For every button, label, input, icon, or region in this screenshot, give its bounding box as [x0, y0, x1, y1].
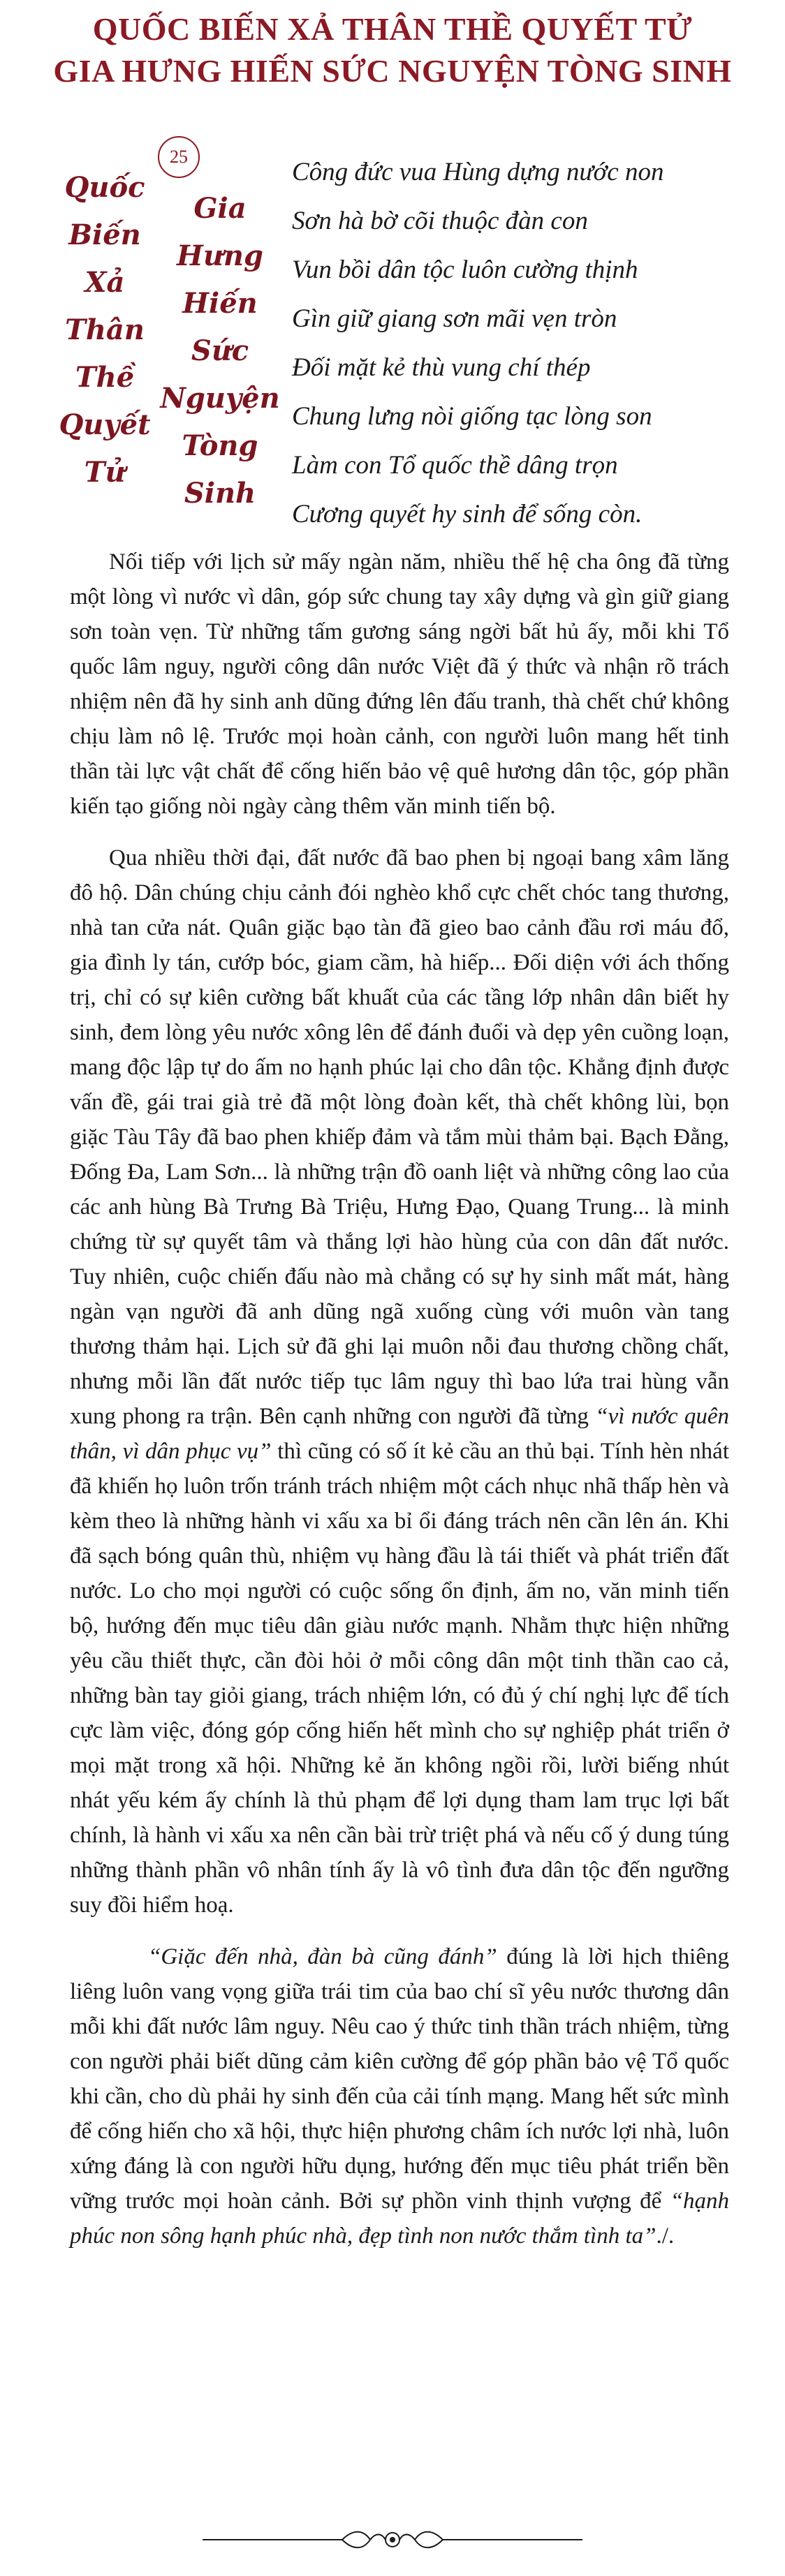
- poem-number-badge: 25: [158, 136, 200, 178]
- calligraphy-left-column: [49, 164, 161, 496]
- calligraphy-word: Sinh: [184, 477, 256, 510]
- poem-line: Cương quyết hy sinh để sống còn.: [292, 500, 643, 528]
- title-line-1: QUỐC BIẾN XẢ THÂN THỀ QUYẾT TỬ: [92, 11, 693, 47]
- article-title: [0, 8, 785, 92]
- calligraphy-word: Hiến: [182, 287, 258, 320]
- poem-line: Chung lưng nòi giống tạc lòng son: [292, 402, 652, 431]
- calligraphy-word: Xả: [85, 266, 125, 299]
- calligraphy-word: Gia: [193, 192, 247, 225]
- paragraph-2-text-b: thì cũng có số ít kẻ cầu an thủ bại. Tính hèn nhát đã khiến họ luôn trốn tránh trách nhiệm một cách nhục nhã thấp hèn và kèm theo là những hành vi xấu xa bỉ ổi đáng trách nên cần lên án. Khi đã sạch bóng quân thù, nhiệm vụ hàng đầu là tái thiết và phát triển đất nước. Lo cho mọi người có cuộc sống ổn định, ấm no, văn minh tiến bộ, hướng đến mục tiêu dân giàu nước mạnh. Nhằm thực hiện những yêu cầu thiết thực, cần đòi hỏi ở mỗi công dân một tinh thần cao cả, những bàn tay giỏi giang, trách nhiệm lớn, có đủ ý chí nghị lực để tích cực làm việc, đóng góp cống hiến hết mình cho sự nghiệp phát triển ở mọi mặt trong xã hội. Những kẻ ăn không ngồi rồi, lười biếng nhút nhát yếu kém ấy chính là thủ phạm để lợi dụng tham lam trục lợi bất chính, là hành vi xấu xa nên cần bài trừ triệt phá và nếu cố ý dung túng những thành phần vô nhân tính ấy là vô tình đưa dân tộc đến ngưỡng suy đồi hiểm hoạ.: [70, 1439, 729, 1918]
- poem-line: Công đức vua Hùng dựng nước non: [292, 158, 664, 186]
- paragraph-3-quote: “Giặc đến nhà, đàn bà cũng đánh”: [148, 1944, 497, 1969]
- poem-line: Làm con Tổ quốc thề dâng trọn: [292, 451, 618, 480]
- calligraphy-word: Thề: [75, 361, 135, 394]
- paragraph-3-text-a: đúng là lời hịch thiêng liêng luôn vang vọng giữa trái tim của bao chí sĩ yêu nước thương dân mỗi khi đất nước lâm nguy. Nêu cao ý thức tinh thần trách nhiệm, từng con người phải biết dũng cảm kiên cường để góp phần bảo vệ Tổ quốc khi cần, cho dù phải hy sinh đến của cải tính mạng. Mang hết sức mình để cống hiến cho xã hội, thực hiện phương châm ích nước lợi nhà, luôn xứng đáng là con người hữu dụng, hướng đến mục tiêu phát triển bền vững trước mọi hoàn cảnh. Bởi sự phồn vinh thịnh vượng để: [70, 1944, 729, 2214]
- calligraphy-block: [49, 136, 279, 527]
- article-body: [70, 545, 729, 2270]
- paragraph-2-quote: “vì nước quên thân, vì dân phục vụ”: [70, 1404, 729, 1464]
- paragraph-3-quote-2: “hạnh phúc non sông hạnh phúc nhà, đẹp tình non nước thắm tình ta”: [70, 2189, 729, 2249]
- calligraphy-word: Sức: [191, 334, 249, 367]
- calligraphy-word: Quyết: [59, 408, 151, 441]
- paragraph-1: Nối tiếp với lịch sử mấy ngàn năm, nhiều thế hệ cha ông đã từng một lòng vì nước vì dân, góp sức chung tay xây dựng và gìn giữ giang sơn toàn vẹn. Từ những tấm gương sáng ngời bất hủ ấy, mỗi khi Tổ quốc lâm nguy, người công dân nước Việt đã ý thức và nhận rõ trách nhiệm nên đã hy sinh anh dũng đứng lên đấu tranh, thà chết chứ không chịu làm nô lệ. Trước mọi hoàn cảnh, con người luôn mang hết tinh thần tài lực vật chất để cống hiến bảo vệ quê hương dân tộc, góp phần kiến tạo giống nòi ngày càng thêm văn minh tiến bộ.: [70, 549, 729, 819]
- calligraphy-word: Nguyện: [160, 382, 280, 415]
- paragraph-2: [70, 841, 729, 1923]
- calligraphy-word: Quốc: [64, 171, 145, 204]
- calligraphy-word: Thân: [65, 313, 145, 346]
- calligraphy-right-column: [161, 185, 279, 517]
- calligraphy-word: Biến: [68, 219, 141, 251]
- calligraphy-word: Tòng: [182, 429, 258, 462]
- title-line-2: GIA HƯNG HIẾN SỨC NGUYỆN TÒNG SINH: [53, 53, 732, 89]
- poem-line: Vun bồi dân tộc luôn cường thịnh: [292, 256, 638, 284]
- paragraph-3: [70, 1939, 729, 2253]
- paragraph-3-text-b: ./.: [656, 2223, 675, 2249]
- poem: [292, 148, 753, 539]
- end-ornament-icon: [203, 2526, 582, 2554]
- calligraphy-word: Hưng: [177, 239, 263, 272]
- poem-line: Sơn hà bờ cõi thuộc đàn con: [292, 207, 588, 235]
- poem-line: Đối mặt kẻ thù vung chí thép: [292, 353, 591, 382]
- calligraphy-word: Tử: [84, 456, 126, 489]
- paragraph-2-text-a: Qua nhiều thời đại, đất nước đã bao phen bị ngoại bang xâm lăng đô hộ. Dân chúng chịu cảnh đói nghèo khổ cực chết chóc tang thương, nhà tan cửa nát. Quân giặc bạo tàn đã gieo bao cảnh đầu rơi máu đổ, gia đình ly tán, cướp bóc, giam cầm, hà hiếp... Đối diện với ách thống trị, chỉ có sự kiên cường bất khuất của các tầng lớp nhân dân biết hy sinh, đem lòng yêu nước xông lên để đánh đuổi và dẹp yên cuồng loạn, mang độc lập tự do ấm no hạnh phúc lại cho dân tộc. Khẳng định được vấn đề, gái trai già trẻ đã một lòng đoàn kết, thà chết không lùi, bọn giặc Tàu Tây đã bao phen khiếp đảm và tắm mùi thảm bại. Bạch Đằng, Đống Đa, Lam Sơn... là những trận đồ oanh liệt và những công lao của các anh hùng Bà Trưng Bà Triệu, Hưng Đạo, Quang Trung... là minh chứng từ sự quyết tâm và thắng lợi hào hùng của con dân đất nước. Tuy nhiên, cuộc chiến đấu nào mà chẳng có sự hy sinh mất mát, hàng ngàn vạn người đã anh dũng ngã xuống cùng với muôn vàn tang thương thảm hại. Lịch sử đã ghi lại muôn nỗi đau thương chồng chất, nhưng mỗi lần đất nước tiếp tục lâm nguy thì bao lứa trai hùng vẫn xung phong ra trận. Bên cạnh những con người đã từng: [70, 845, 729, 1429]
- poem-line: Gìn giữ giang sơn mãi vẹn tròn: [292, 304, 617, 333]
